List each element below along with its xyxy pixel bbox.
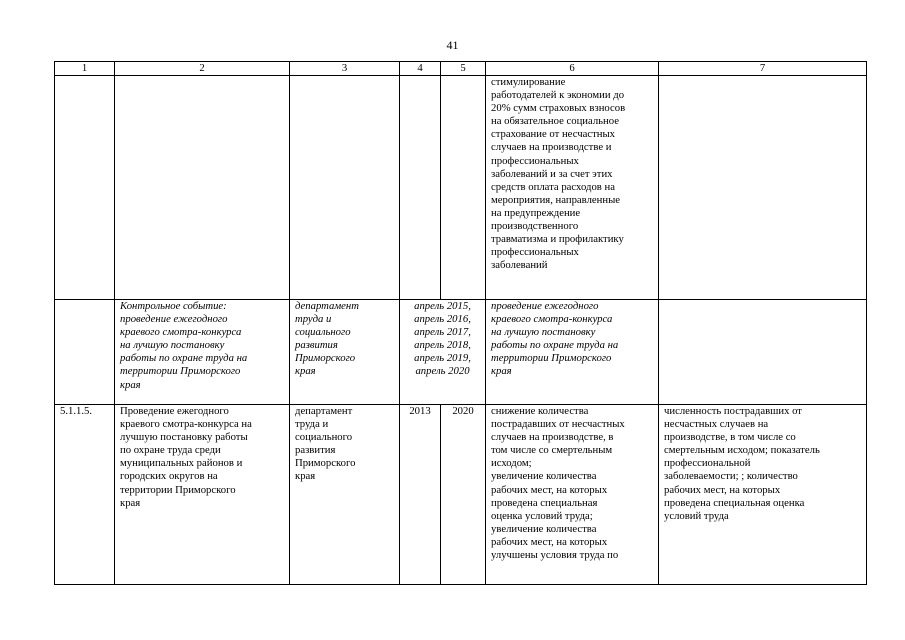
table-row <box>55 405 867 585</box>
table-row <box>55 76 867 300</box>
control-event-text: Контрольное событие: проведение ежегодного краевого смотра-конкурса на лучшую постановку работы по охране труда на территории Приморского края <box>115 300 290 405</box>
row3-item-number: 5.1.1.5. <box>55 405 115 585</box>
row1-col4 <box>400 76 441 300</box>
row3-executor: департамент труда и социального развития Приморского края <box>290 405 400 585</box>
row2-col1 <box>55 300 115 405</box>
row3-end-year: 2020 <box>441 405 486 585</box>
row1-result-text: стимулирование работодателей к экономии до 20% сумм страховых взносов на обязательное социальное страхование от несчастных случаев на производстве и профессиональных заболеваний и за счет этих средств оплата расходов на мероприятия, направленные на предупреждение производственного травматизма и профилактику профессиональных заболеваний <box>486 76 659 300</box>
column-number-6: 6 <box>486 62 659 76</box>
column-number-3: 3 <box>290 62 400 76</box>
column-number-5: 5 <box>441 62 486 76</box>
row2-executor: департамент труда и социального развития Приморского края <box>290 300 400 405</box>
row1-col5 <box>441 76 486 300</box>
row3-expected-result: снижение количества пострадавших от несчастных случаев на производстве, в том числе со смертельным исходом; увеличение количества рабочих мест, на которых проведена специальная оценка условий труда; увеличение количества рабочих мест, на которых улучшены условия труда по <box>486 405 659 585</box>
column-number-7: 7 <box>659 62 867 76</box>
control-event-dates: апрель 2015, апрель 2016, апрель 2017, апрель 2018, апрель 2019, апрель 2020 <box>400 300 486 405</box>
row3-indicators: численность пострадавших от несчастных случаев на производстве, в том числе со смертельным исходом; показатель профессиональной заболеваемости; ; количество рабочих мест, на которых проведена специальная оценка условий труда <box>659 405 867 585</box>
column-number-2: 2 <box>115 62 290 76</box>
column-number-4: 4 <box>400 62 441 76</box>
row1-col7 <box>659 76 867 300</box>
row3-measure-name: Проведение ежегодного краевого смотра-конкурса на лучшую постановку работы по охране труда среди муниципальных районов и городских округов на территории Приморского края <box>115 405 290 585</box>
row2-col7 <box>659 300 867 405</box>
page-number: 41 <box>446 38 459 52</box>
row1-col1 <box>55 76 115 300</box>
row3-start-year: 2013 <box>400 405 441 585</box>
row1-col2 <box>115 76 290 300</box>
measures-table <box>54 61 867 585</box>
row2-result-text: проведение ежегодного краевого смотра-конкурса на лучшую постановку работы по охране труда на территории Приморского края <box>486 300 659 405</box>
row1-col3 <box>290 76 400 300</box>
table-row <box>55 300 867 405</box>
header-row <box>55 62 867 76</box>
column-number-1: 1 <box>55 62 115 76</box>
